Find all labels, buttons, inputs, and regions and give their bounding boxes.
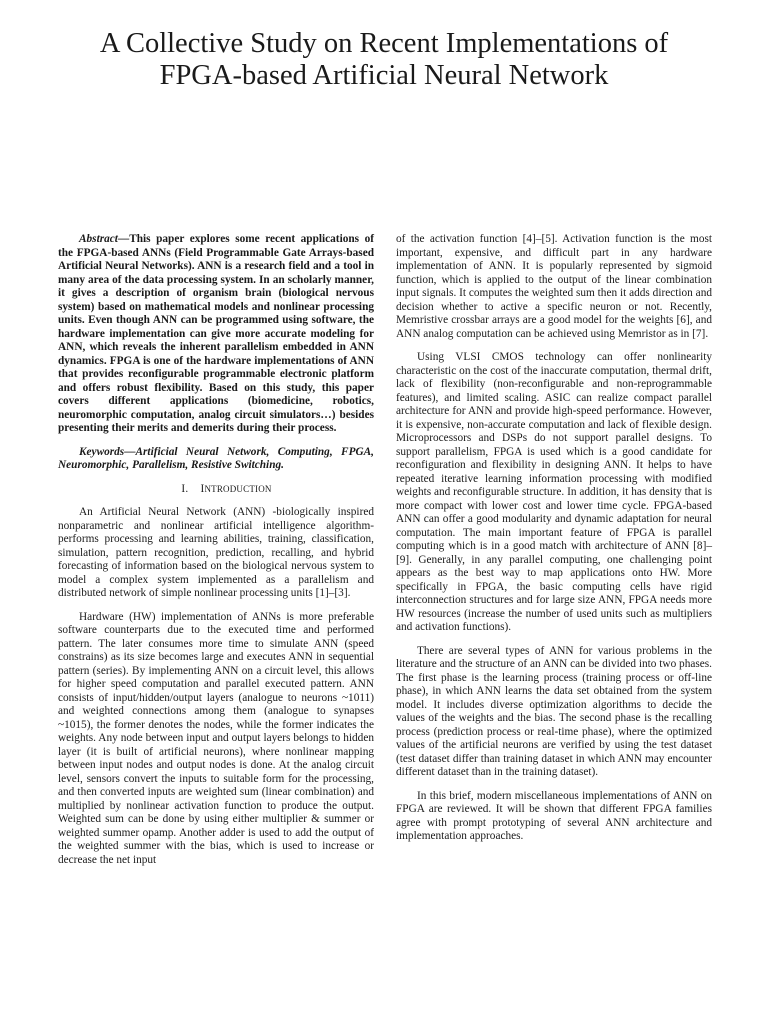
abstract-label: Abstract	[79, 233, 118, 245]
intro-paragraph-2: Hardware (HW) implementation of ANNs is more preferable software counterparts due to the executed time and performed pattern. The later consumes more time to simulate ANN (speed constrains) as its size becomes large and executes ANN in sequential pattern (series). By implementing ANN on a circuit level, this allows for higher speed computation and parallel executed pattern. ANN consists of input/hidden/output layers (analogue to neurons ~1011) and weighted connections among them (analogue to synapses ~1015), the former denotes the nodes, while the former indicates the weights. Any node between input and output layers belongs to hidden layer (it is built of artificial neurons), where nonlinear mapping between input nodes and output nodes is done. At the analog circuit level, sensors convert the inputs to suitable form for the processing, and then converted inputs are weighted sum (linear combination) and multiplied by nonlinear activation function to produce the output. Weighted sum can be done by using either multiplier & summer or weighted summer opamp. Another adder is used to add the output of the weighted summer with the bias, which is used to increase or decrease the net input	[58, 610, 374, 866]
right-paragraph-3: There are several types of ANN for various problems in the literature and the structure of an ANN can be divided into two phases. The first phase is the learning process (training process or off-line phase), in which ANN learns the data set obtained from the system model. It includes diverse optimization algorithms to decide the values of the weights and the bias. The second phase is the recalling process (prediction process or real-time phase), where the optimized values of the artificial neurons are verified by using the test dataset (test dataset differ than training dataset in which ANN may encounter different dataset than in the training dataset).	[396, 644, 712, 778]
title-line-2: FPGA-based Artificial Neural Network	[159, 60, 609, 91]
left-column	[58, 233, 374, 877]
section-heading-introduction	[58, 483, 374, 497]
section-title-rest: NTRODUCTION	[204, 483, 272, 494]
right-paragraph-2: Using VLSI CMOS technology can offer nonlinearity characteristic on the cost of the inaccurate computation, thermal drift, lack of flexibility (non-reconfigurable and non-reprogrammable features), and limited scaling. ASIC can realize compact parallel architecture for ANN and provide high-speed performance. However, it is expensive, non-accurate computation and lack of flexible design. Microprocessors and DSPs do not support parallel designs. To support parallelism, FPGA is used which is a good candidate for reconfiguration and flexibility in designing ANN. It helps to have repeated iterative learning information processing with modified weights and reconfigurable structure. In addition, it has density that is more compact with lower cost and lower time cycle. FPGA-based ANN can offer a good modularity and dynamic adaptation for neural computation. The main important feature of FPGA is parallel computing which is in a good match with architecture of ANN [8]–[9]. Generally, in any parallel computing, one challenging point appears as the best way to map applications onto HW. More specifically in FPGA, the basic computing cells have rigid interconnection structures and for large size ANN, FPGA needs more HW resources (increase the number of used units such as multipliers and activation functions).	[396, 351, 712, 633]
keywords	[58, 446, 374, 473]
section-title-initial: I	[200, 482, 205, 495]
right-paragraph-4: In this brief, modern miscellaneous implementations of ANN on FPGA are reviewed. It will be shown that different FPGA families agree with prompt prototyping of several ANN architecture and implementation approaches.	[396, 789, 712, 842]
keywords-label: Keywords	[79, 445, 125, 458]
right-column	[396, 233, 712, 854]
paper-title	[40, 28, 728, 92]
section-number: I.	[181, 482, 189, 495]
abstract-text: —This paper explores some recent applications of the FPGA-based ANNs (Field Programmable Gate Arrays-based Artificial Neural Networks). ANN is a research field and a tool in many area of the data processing system. In an scholarly manner, it gives a description of organism brain (biological nervous system) based on mathematical models and nonlinear processing units. Even though ANN can be programmed using software, the hardware implementation can give more accurate modeling for ANN, which reveals the inherent parallelism embedded in ANN dynamics. FPGA is one of the hardware implementations of ANN that provides reconfigurable programmable electronic platform and offers robust flexibility. Based on this study, this paper covers different applications (biomedicine, robotics, neuromorphic computation, analog circuit simulators…) besides presenting their merits and demerits during their process.	[58, 233, 374, 434]
intro-paragraph-1: An Artificial Neural Network (ANN) -biologically inspired nonparametric and nonlinear artificial intelligence algorithm- performs processing and learning abilities, training, classification, simulation, pattern recognition, prediction, recalling, and hybrid forecasting of information based on the biological nervous system to model a complex system implemented as a parallelism and distributed network of simple nonlinear processing units [1]–[3].	[58, 506, 374, 599]
right-paragraph-1: of the activation function [4]–[5]. Activation function is the most important, expensive, and difficult part in any hardware implementation of ANN. It is popularly represented by sigmoid function, which is applied to the output of the linear combination input signals. It computes the weighted sum then it adds direction and decision whether to active a specific neuron or not. Recently, Memristive crossbar arrays are a good model for the weights [6], and ANN analog computation can be achieved using Memristor as in [7].	[396, 233, 712, 340]
title-line-1: A Collective Study on Recent Implementations of	[99, 28, 669, 59]
abstract	[58, 233, 374, 436]
keywords-text: —Artificial Neural Network, Computing, FPGA, Neuromorphic, Parallelism, Resistive Switching.	[58, 445, 374, 471]
